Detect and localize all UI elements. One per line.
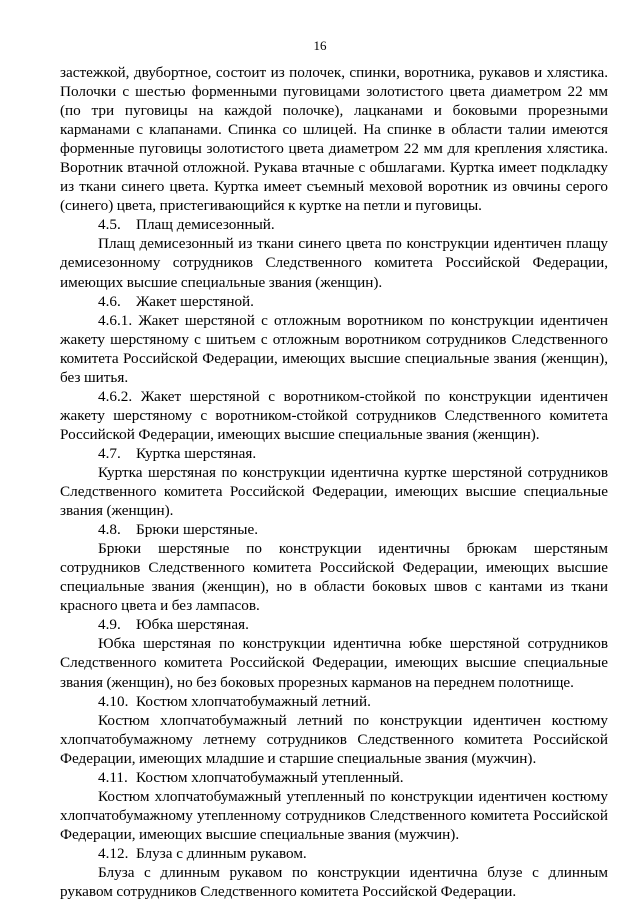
section-title: Куртка шерстяная. bbox=[136, 444, 257, 462]
section-title: Плащ демисезонный. bbox=[136, 216, 275, 234]
section-title: Юбка шерстяная. bbox=[136, 616, 249, 634]
section-heading-4-6 bbox=[60, 292, 608, 311]
section-number: 4.8. bbox=[98, 521, 121, 539]
paragraph-jacket-description: застежкой, двубортное, состоит из полочек, спинки, воротника, рукавов и хлястика. Полочки с шестью форменными пуговицами золотистого цвета диаметром 22 мм (по три пуговицы на каждой полочке), лацканами и боковыми прорезными карманами с клапанами. Спинка со шлицей. На спинке в области талии имеются форменные пуговицы золотистого цвета диаметром 22 мм для крепления хлястика. Воротник втачной отложной. Рукава втачные с обшлагами. Куртка имеет подкладку из ткани синего цвета. Куртка имеет съемный меховой воротник из овчины серого (синего) цвета, пристегивающийся к куртке на петли и пуговицы. bbox=[60, 64, 608, 215]
paragraph-4-6-1: 4.6.1. Жакет шерстяной с отложным воротником по конструкции идентичен жакету шерстяному с шитьем с отложным воротником сотрудников Следственного комитета Российской Федерации, имеющих высшие специальные звания (женщин), без шитья. bbox=[60, 311, 608, 386]
section-title: Брюки шерстяные. bbox=[136, 521, 259, 539]
section-number: 4.5. bbox=[98, 216, 121, 234]
section-heading-4-8 bbox=[60, 520, 608, 539]
paragraph-raincoat: Плащ демисезонный из ткани синего цвета по конструкции идентичен плащу демисезонному сотрудников Следственного комитета Российской Федерации, имеющих высшие специальные звания (женщин). bbox=[60, 235, 608, 291]
section-heading-4-10 bbox=[60, 692, 608, 711]
paragraph-4-6-2: 4.6.2. Жакет шерстяной с воротником-стойкой по конструкции идентичен жакету шерстяному с воротником-стойкой сотрудников Следственного комитета Российской Федерации, имеющих высшие специальные звания (женщин). bbox=[60, 387, 608, 443]
paragraph-blouse: Блуза с длинным рукавом по конструкции идентична блузе с длинным рукавом сотрудников Следственного комитета Российской Федерации. bbox=[60, 863, 608, 901]
section-title: Блуза с длинным рукавом. bbox=[136, 844, 307, 862]
section-number: 4.7. bbox=[98, 444, 121, 462]
paragraph-wool-jacket: Куртка шерстяная по конструкции идентична куртке шерстяной сотрудников Следственного комитета Российской Федерации, имеющих высшие специальные звания (женщин). bbox=[60, 463, 608, 520]
section-heading-4-7 bbox=[60, 444, 608, 463]
section-number: 4.9. bbox=[98, 616, 121, 634]
section-heading-4-5 bbox=[60, 215, 608, 234]
section-title: Жакет шерстяной. bbox=[136, 292, 254, 310]
section-heading-4-9 bbox=[60, 615, 608, 634]
section-heading-4-12 bbox=[60, 844, 608, 863]
section-title: Костюм хлопчатобумажный летний. bbox=[136, 692, 371, 710]
section-number: 4.11. bbox=[98, 768, 128, 786]
section-heading-4-11 bbox=[60, 768, 608, 787]
paragraph-wool-skirt: Юбка шерстяная по конструкции идентична юбке шерстяной сотрудников Следственного комитета Российской Федерации, имеющих высшие специальные звания (женщин), но без боковых прорезных карманов на переднем полотнище. bbox=[60, 635, 608, 691]
paragraph-wool-trousers: Брюки шерстяные по конструкции идентичны брюкам шерстяным сотрудников Следственного комитета Российской Федерации, имеющих высшие специальные звания (женщин), но в области боковых швов с кантами из ткани красного цвета и без лампасов. bbox=[60, 540, 608, 615]
paragraph-insulated-suit: Костюм хлопчатобумажный утепленный по конструкции идентичен костюму хлопчатобумажному утепленному сотрудников Следственного комитета Российской Федерации, имеющих высшие специальные звания (мужчин). bbox=[60, 787, 608, 843]
page-number: 16 bbox=[313, 38, 327, 53]
section-number: 4.6. bbox=[98, 292, 121, 310]
section-number: 4.12. bbox=[98, 844, 129, 862]
section-number: 4.10. bbox=[98, 692, 129, 710]
section-title: Костюм хлопчатобумажный утепленный. bbox=[136, 768, 404, 786]
paragraph-summer-suit: Костюм хлопчатобумажный летний по конструкции идентичен костюму хлопчатобумажному летнему сотрудников Следственного комитета Российской Федерации, имеющих младшие и старшие специальные звания (мужчин). bbox=[60, 711, 608, 767]
